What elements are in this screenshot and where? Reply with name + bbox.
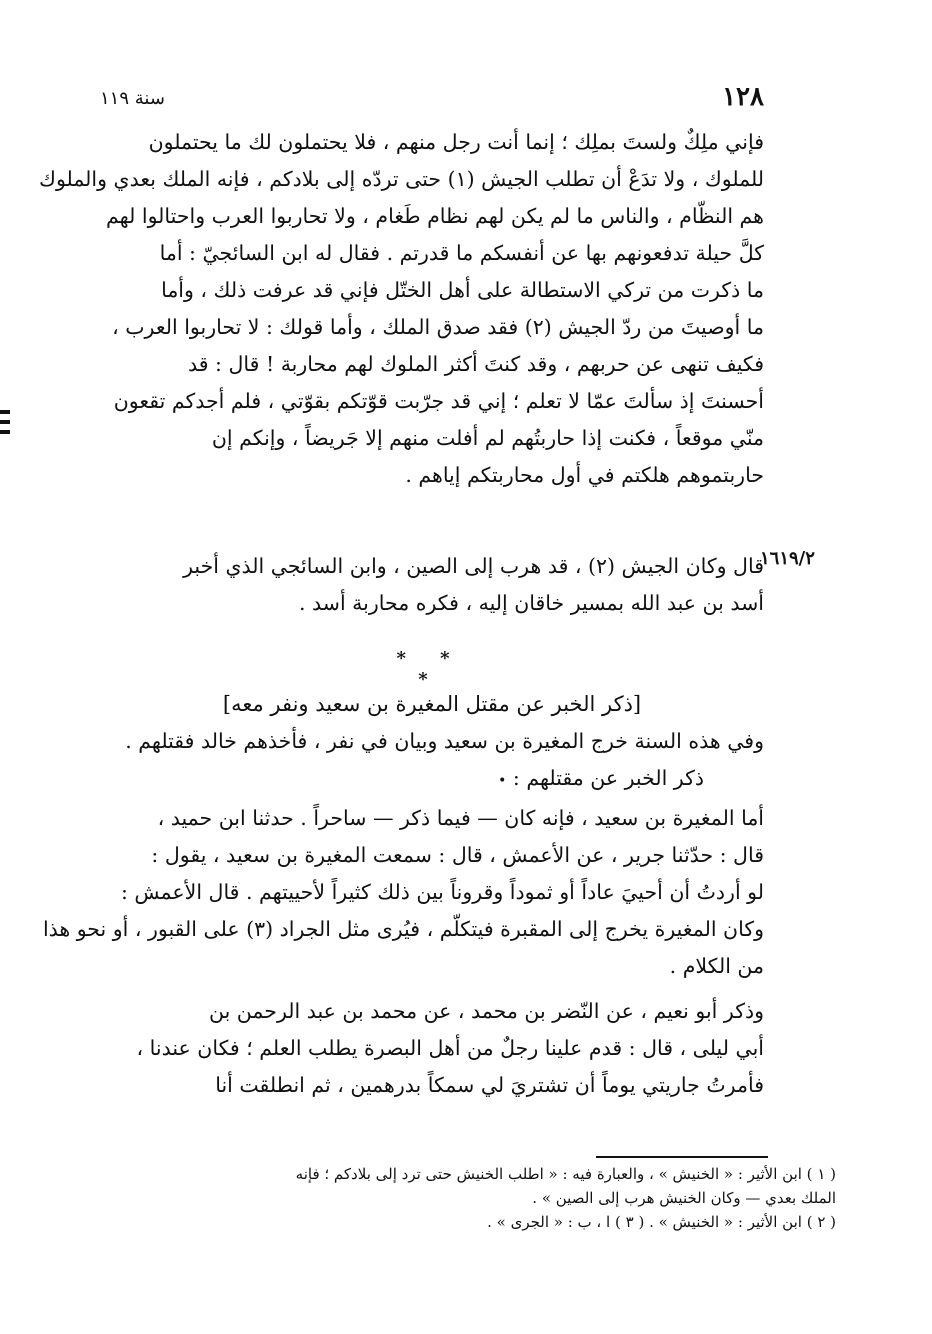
subheading-text: ذكر الخبر عن مقتلهم : [512, 766, 704, 790]
footnote-3: ( ٣ ) ا ، ب : « الجرى » . [487, 1213, 645, 1231]
section-heading: [ذكر الخبر عن مقتل المغيرة بن سعيد ونفر معه] [222, 692, 642, 716]
page-number: ١٢٨ [722, 82, 764, 112]
section-body [42, 686, 764, 1104]
text-line: لو أردتُ أن أحييَ عاداً أو ثموداً وقروناً بين ذلك كثيراً لأحييتهم . قال الأعمش : [121, 880, 764, 904]
margin-reference: ١٦١٩/٢ [760, 548, 815, 569]
text-line: فأمرتُ جاريتي يوماً أن تشتريَ لي سمكاً بدرهمين ، ثم انطلقت أنا [215, 1073, 764, 1097]
text-line: وذكر أبو نعيم ، عن النّضر بن محمد ، عن محمد بن عبد الرحمن بن [208, 999, 764, 1023]
text-line: قال وكان الجيش (٢) ، قد هرب إلى الصين ، وابن السائجي الذي أخبر [183, 554, 764, 578]
footnote-1-continued: الملك بعدي — وكان الخنيش هرب إلى الصين » . [532, 1189, 836, 1207]
page-header [100, 82, 764, 118]
section-intro: وفي هذه السنة خرج المغيرة بن سعيد وبيان في نفر ، فأخذهم خالد فقتلهم . [125, 729, 764, 753]
text-line: أسد بن عبد الله بمسير خاقان إليه ، فكره محاربة أسد . [299, 591, 764, 615]
year-heading: سنة ١١٩ [100, 88, 165, 109]
text-line: وكان المغيرة يخرج إلى المقبرة فيتكلّم ، فيُرى مثل الجراد (٣) على القبور ، أو نحو هذا [42, 917, 764, 941]
text-line: كلَّ حيلة تدفعونهم بها عن أنفسكم ما قدرتم . فقال له ابن السائجيّ : أما [159, 241, 764, 265]
text-line: أما المغيرة بن سعيد ، فإنه كان — فيما ذكر — ساحراً . حدثنا ابن حميد ، [157, 806, 764, 830]
text-line: حاربتموهم هلكتم في أول محاربتكم إياهم . [405, 463, 764, 487]
bullet-icon: • [498, 773, 507, 789]
margin-marker-icon [0, 410, 10, 438]
text-line: قال : حدّثنا جرير ، عن الأعمش ، قال : سمعت المغيرة بن سعيد ، يقول : [151, 843, 764, 867]
text-line: ما ذكرت من تركي الاستطالة على أهل الختّل فإني قد عرفت ذلك ، وأما [161, 278, 764, 302]
subheading [100, 760, 764, 800]
text-line: من الكلام . [669, 954, 764, 978]
footnote-2: ( ٢ ) ابن الأثير : « الخنيش » . [649, 1213, 836, 1231]
footnote-1: ( ١ ) ابن الأثير : « الخنيش » ، والعبارة فيه : « اطلب الخنيش حتى ترد إلى بلادكم ؛ فإنه [295, 1165, 836, 1183]
footnotes [100, 1162, 836, 1234]
footnote-row [100, 1210, 836, 1234]
paragraph-1 [39, 124, 764, 494]
text-line: فكيف تنهى عن حربهم ، وقد كنتَ أكثر الملوك لهم محاربة ! قال : قد [187, 352, 764, 376]
section-separator: * * * [396, 648, 464, 690]
text-line: هم النظّام ، والناس ما لم يكن لهم نظام طَغام ، ولا تحاربوا العرب واحتالوا لهم [106, 204, 764, 228]
text-line: أبي ليلى ، قال : قدم علينا رجلٌ من أهل البصرة يطلب العلم ؛ فكان عندنا ، [136, 1036, 764, 1060]
paragraph-2 [100, 548, 764, 622]
text-line: للملوك ، ولا تدَعْ أن تطلب الجيش (١) حتى تردّه إلى بلادكم ، فإنه الملك بعدي والملوك [39, 167, 764, 191]
text-line: فإني ملِكٌ ولستَ بملِك ؛ إنما أنت رجل منهم ، فلا يحتملون لك ما يحتملون [148, 130, 764, 154]
text-line: ما أوصيتَ من ردّ الجيش (٢) فقد صدق الملك ، وأما قولك : لا تحاربوا العرب ، [112, 315, 764, 339]
text-line: منّي موقعاً ، فكنت إذا حاربتُهم لم أفلت منهم إلا جَريضاً ، وإنكم إن [211, 426, 764, 450]
footnote-divider [596, 1156, 768, 1158]
text-line: أحسنتَ إذ سألتَ عمّا لا تعلم ؛ إني قد جرّبت قوّتكم بقوّتي ، فلم أجدكم تقعون [113, 389, 764, 413]
